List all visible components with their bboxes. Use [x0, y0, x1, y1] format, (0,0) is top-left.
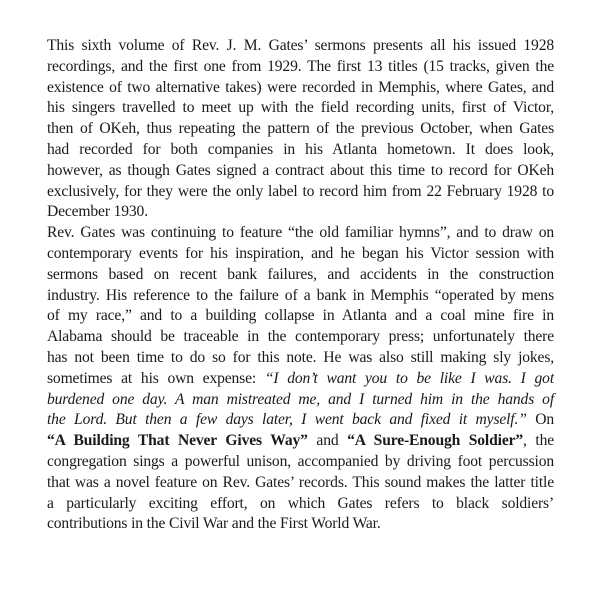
body-text: Rev. Gates was continuing to feature “the old familiar hymns”, and to draw on [47, 224, 554, 242]
body-text: , the [523, 432, 554, 450]
body-text: This sixth volume of Rev. J. M. Gates’ sermons presents all his issued 1928 [47, 37, 554, 54]
body-text: and [307, 432, 348, 450]
text-line [47, 98, 554, 119]
body-text: recordings, and the first one from 1929. The first 13 titles (15 tracks, given the [47, 57, 554, 75]
text-line [47, 223, 554, 244]
text-line [47, 390, 554, 411]
quote-text: the Lord. But then a few days later, I went back and fixed it myself.” [47, 411, 527, 429]
body-text: of my race,” and to a building collapse in Atlanta and a coal mine fire in [47, 307, 554, 325]
text-line [47, 265, 554, 286]
text-line [47, 244, 554, 265]
text-line [47, 286, 554, 307]
text-line [47, 57, 554, 78]
text-line [47, 348, 554, 369]
text-line [47, 140, 554, 161]
text-line [47, 431, 554, 452]
body-text: sometimes at his own expense: [47, 369, 265, 387]
body-text: that was a novel feature on Rev. Gates’ records. This sound makes the latter title [47, 473, 554, 491]
body-text: existence of two alternative takes) were recorded in Memphis, where Gates, and [47, 78, 554, 96]
text-line [47, 514, 554, 535]
text-line [47, 306, 554, 327]
text-line [47, 78, 554, 99]
body-text: has not been time to do so for this note. He was also still making sly jokes, [47, 348, 554, 366]
body-text: his singers travelled to meet up with the field recording units, first of Victor, [47, 99, 554, 117]
text-line [47, 36, 554, 57]
body-text: industry. His reference to the failure of a bank in Memphis “operated by mens [47, 286, 554, 304]
quote-text: burdened one day. A man mistreated me, and I turned him in the hands of [47, 390, 554, 408]
text-line [47, 327, 554, 348]
text-line [47, 182, 554, 203]
body-text: had recorded for both companies in his Atlanta hometown. It does look, [47, 140, 554, 158]
text-line [47, 452, 554, 473]
body-text: December 1930. [47, 203, 148, 221]
text-line [47, 473, 554, 494]
body-text: a particularly exciting effort, on which Gates refers to black soldiers’ [47, 494, 554, 512]
body-text: contributions in the Civil War and the First World War. [47, 515, 381, 533]
text-line [47, 161, 554, 182]
text-line [47, 410, 554, 431]
liner-notes-text [47, 36, 554, 535]
song-title: “A Building That Never Gives Way” [47, 432, 308, 450]
body-text: Alabama should be traceable in the contemporary press; unfortunately there [47, 328, 554, 346]
body-text: then of OKeh, thus repeating the pattern of the previous October, when Gates [47, 120, 554, 138]
text-line [47, 202, 554, 223]
song-title: “A Sure-Enough Soldier” [347, 432, 524, 450]
body-text: congregation sings a powerful unison, accompanied by driving foot percussion [47, 452, 554, 470]
body-text: exclusively, for they were the only label to record him from 22 February 1928 to [47, 182, 554, 200]
body-text: On [526, 411, 554, 429]
text-line [47, 494, 554, 515]
body-text: contemporary events for his inspiration, and he began his Victor session with [47, 244, 554, 262]
text-line [47, 119, 554, 140]
body-text: sermons based on recent bank failures, and accidents in the construction [47, 265, 554, 283]
text-line [47, 369, 554, 390]
quote-text: “I don’t want you to be like I was. I got [264, 369, 555, 387]
body-text: however, as though Gates signed a contract about this time to record for OKeh [47, 161, 554, 179]
